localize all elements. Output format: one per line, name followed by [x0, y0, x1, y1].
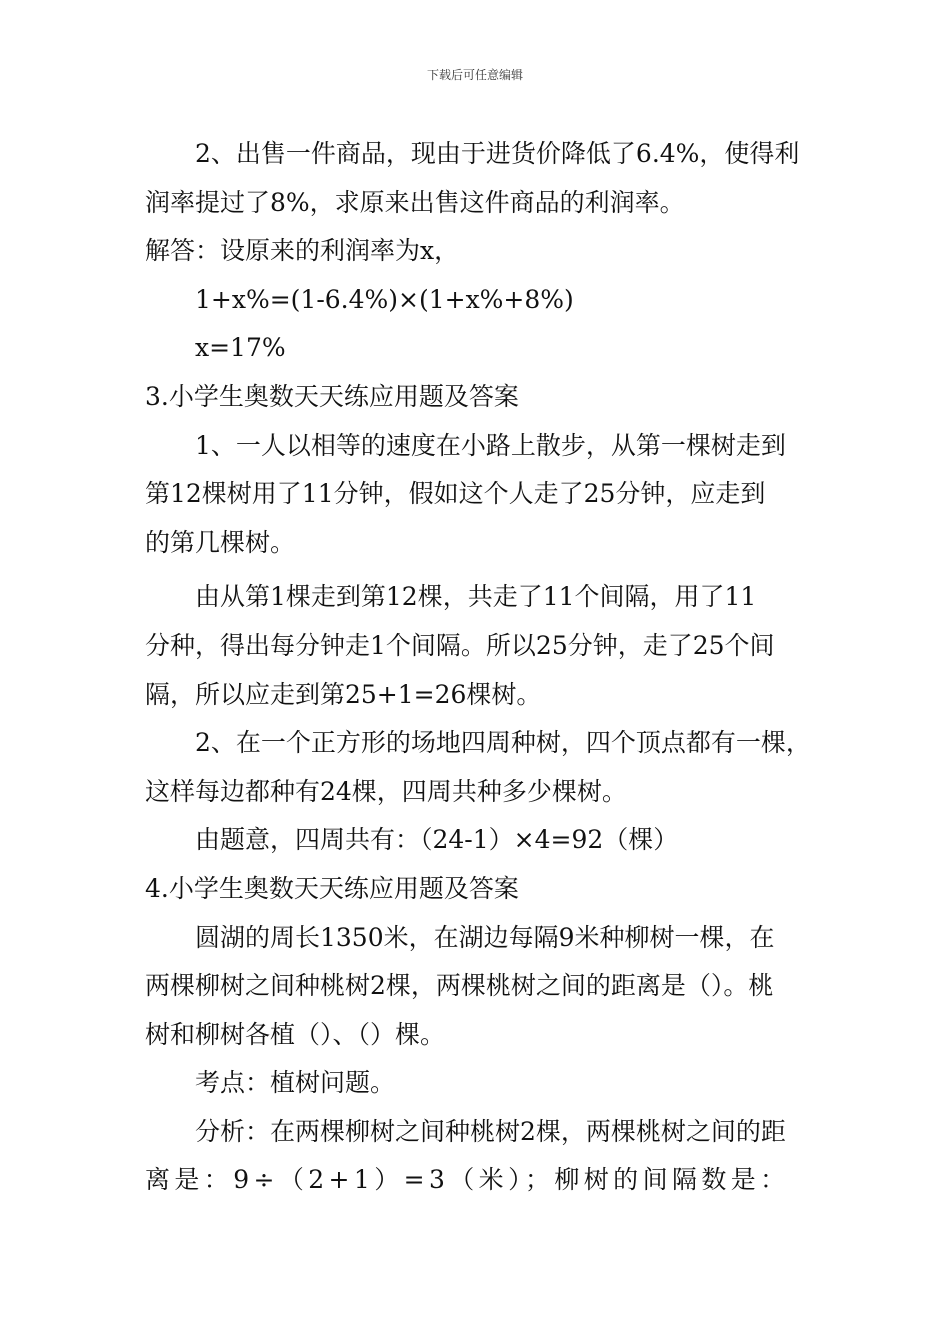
section-4-problem-line-2: 两棵柳树之间种桃树2棵，两棵桃树之间的距离是（）。桃 — [145, 971, 774, 1001]
section-3-solution-1-line-3: 隔，所以应走到第25+1=26棵树。 — [145, 679, 542, 709]
section-3-problem-1-line-1: 1、一人以相等的速度在小路上散步，从第一棵树走到 — [195, 430, 786, 460]
equation-line: 1+x%=(1-6.4%)×(1+x%+8%) — [195, 284, 574, 314]
section-heading-4: 4.小学生奥数天天练应用题及答案 — [145, 873, 519, 903]
section-heading-3: 3.小学生奥数天天练应用题及答案 — [145, 381, 519, 411]
section-4-problem-line-3: 树和柳树各植（）、（）棵。 — [145, 1019, 446, 1049]
section-4-analysis-line-1: 分析：在两棵柳树之间种桃树2棵，两棵桃树之间的距 — [195, 1116, 786, 1146]
section-4-analysis-line-2: 离是：9÷（2+1）=3（米）；柳树的间隔数是： — [145, 1165, 790, 1195]
section-4-problem-line-1: 圆湖的周长1350米，在湖边每隔9米种柳树一棵，在 — [195, 922, 775, 952]
section-3-solution-1-line-2: 分种，得出每分钟走1个间隔。所以25分钟，走了25个间 — [145, 630, 775, 660]
section-4-topic: 考点：植树问题。 — [195, 1068, 396, 1098]
page-header: 下载后可任意编辑 — [426, 68, 523, 82]
solution-intro: 解答：设原来的利润率为x， — [145, 236, 460, 266]
problem-2-line-2: 润率提过了8%，求原来出售这件商品的利润率。 — [145, 187, 685, 217]
section-3-problem-1-line-2: 第12棵树用了11分钟，假如这个人走了25分钟，应走到 — [145, 479, 766, 509]
document-body — [145, 130, 810, 1205]
section-3-solution-2: 由题意，四周共有：（24-1）×4=92（棵） — [195, 825, 679, 855]
section-3-problem-2-line-1: 2、在一个正方形的场地四周种树，四个顶点都有一棵， — [195, 728, 811, 758]
problem-2-line-1: 2、出售一件商品，现由于进货价降低了6.4%，使得利 — [195, 139, 800, 168]
section-3-solution-1-line-1: 由从第1棵走到第12棵，共走了11个间隔，用了11 — [195, 582, 757, 612]
section-3-problem-1-line-3: 的第几棵树。 — [145, 527, 296, 557]
answer-line: x=17% — [195, 333, 286, 363]
section-3-problem-2-line-2: 这样每边都种有24棵，四周共种多少棵树。 — [145, 776, 627, 806]
